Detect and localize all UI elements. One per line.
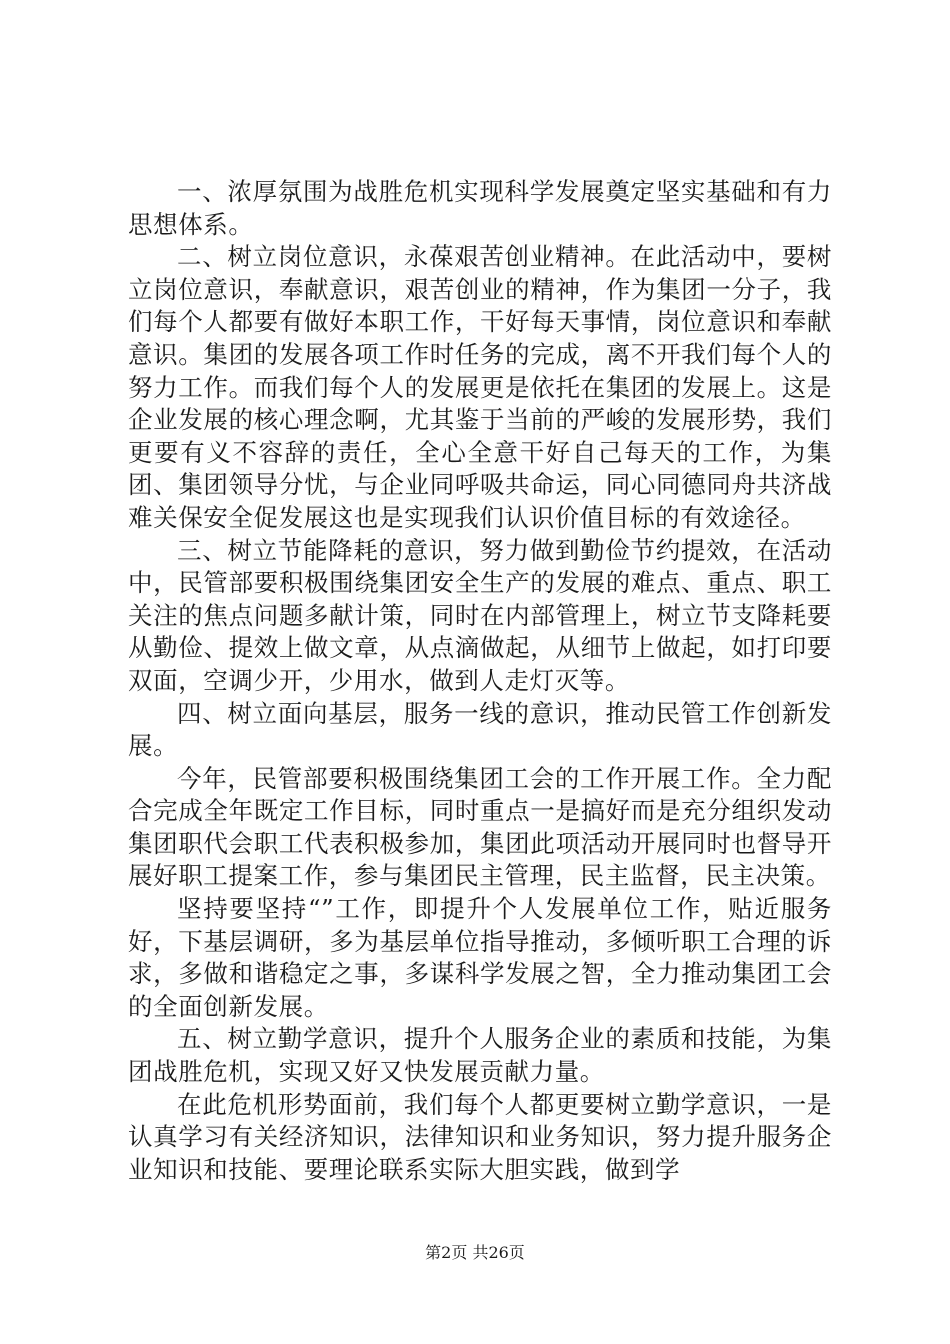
paragraph-2: 二、树立岗位意识，永葆艰苦创业精神。在此活动中，要树立岗位意识，奉献意识，艰苦创业的精神，作为集团一分子，我们每个人都要有做好本职工作，干好每天事情，岗位意识和奉献意识。集团的发展各项工作时任务的完成，离不开我们每个人的努力工作。而我们每个人的发展更是依托在集团的发展上。这是企业发展的核心理念啊，尤其鉴于当前的严峻的发展形势，我们更要有义不容辞的责任，全心全意干好自己每天的工作，为集团、集团领导分忧，与企业同呼吸共命运，同心同德同舟共济战难关保安全促发展这也是实现我们认识价值目标的有效途径。	[128, 242, 832, 532]
paragraph-7: 五、树立勤学意识，提升个人服务企业的素质和技能，为集团战胜危机，实现又好又快发展贡献力量。	[128, 1024, 832, 1087]
paragraph-5: 今年，民管部要积极围绕集团工会的工作开展工作。全力配合完成全年既定工作目标，同时重点一是搞好而是充分组织发动集团职代会职工代表积极参加，集团此项活动开展同时也督导开展好职工提案工作，参与集团民主管理，民主监督，民主决策。	[128, 763, 832, 891]
paragraph-3: 三、树立节能降耗的意识，努力做到勤俭节约提效，在活动中，民管部要积极围绕集团安全生产的发展的难点、重点、职工关注的焦点问题多献计策，同时在内部管理上，树立节支降耗要从勤俭、提效上做文章，从点滴做起，从细节上做起，如打印要双面，空调少开，少用水，做到人走灯灭等。	[128, 535, 832, 695]
paragraph-4: 四、树立面向基层，服务一线的意识，推动民管工作创新发展。	[128, 698, 832, 761]
paragraph-8: 在此危机形势面前，我们每个人都更要树立勤学意识，一是认真学习有关经济知识，法律知识和业务知识，努力提升服务企业知识和技能、要理论联系实际大胆实践，做到学	[128, 1089, 832, 1184]
paragraph-1: 一、浓厚氛围为战胜危机实现科学发展奠定坚实基础和有力思想体系。	[128, 177, 832, 239]
page-number-footer: 第2页 共26页	[425, 1243, 525, 1262]
paragraph-6: 坚持要坚持“”工作，即提升个人发展单位工作，贴近服务好，下基层调研，多为基层单位指导推动，多倾听职工合理的诉求，多做和谐稳定之事，多谋科学发展之智，全力推动集团工会的全面创新发展。	[128, 894, 832, 1021]
document-body	[128, 176, 832, 1186]
